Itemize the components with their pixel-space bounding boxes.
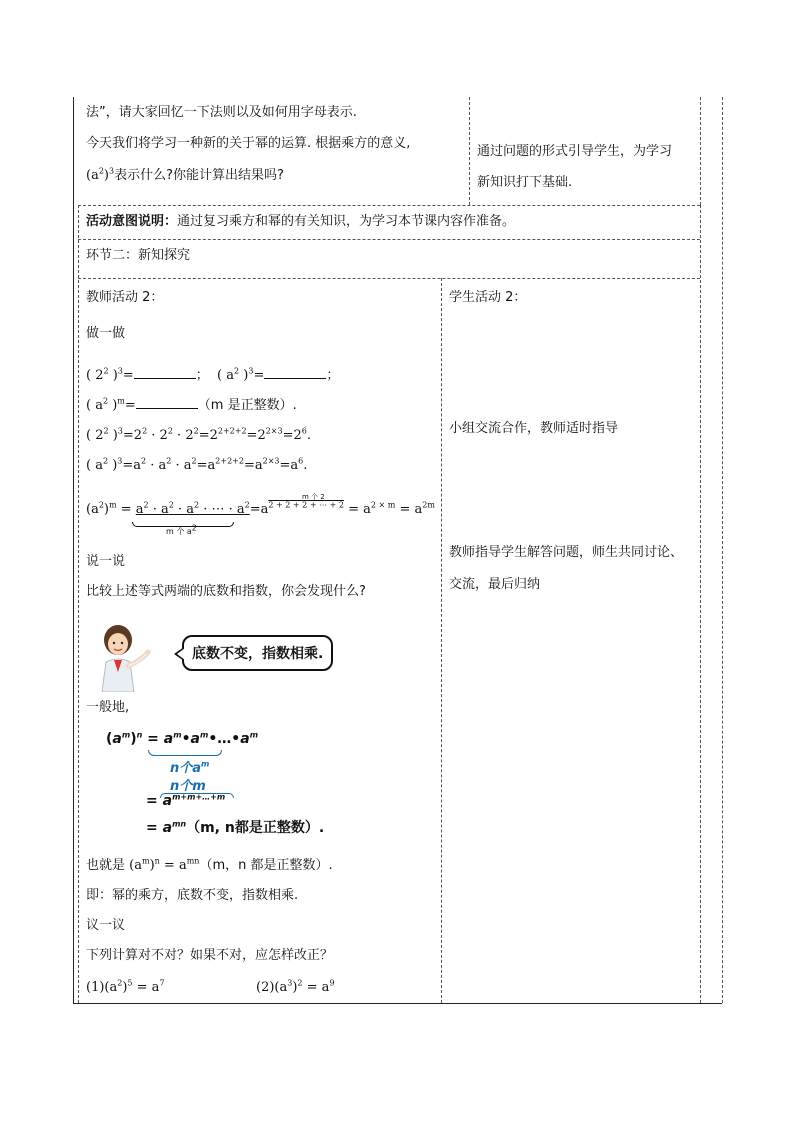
discuss-label: 议一议 [86, 918, 126, 933]
rule-formula-line1: $(a^m)^n$ = $a^m•a^m•\dots•a^m$ [106, 730, 259, 747]
section-title: 环节二：新知探究 [86, 248, 191, 263]
purpose-label: 活动意图说明： [86, 214, 178, 229]
speech-bubble: 底数不变，指数相乘. [182, 635, 333, 671]
question-2: $(2)(a^3)^2 = a^9$ [256, 978, 335, 995]
rule-underbrace [148, 750, 222, 756]
row-line-1 [78, 205, 700, 206]
intro-line-2: 今天我们将学习一种新的关于幂的运算. 根据乘方的意义, [86, 136, 411, 151]
underbrace-label: m 个 $a^2$ [166, 523, 197, 536]
general-label: 一般地, [86, 700, 130, 715]
intro-line-1: 法”，请大家回忆一下法则以及如何用字母表示. [86, 105, 357, 120]
table-bottom-border [73, 1003, 722, 1004]
purpose-row [86, 212, 515, 232]
student-activity-2-line2: 交流，最后归纳 [449, 577, 541, 592]
discuss-question: 下列计算对不对？如果不对，应怎样改正？ [86, 948, 334, 963]
inner-left-border [78, 205, 79, 1003]
rule-formula-line2: = $a^{m+m+\dots+m}$ [146, 792, 226, 809]
intro-line-3: $(a^2)^3$表示什么?你能计算出结果吗? [86, 166, 284, 183]
student-activity-2-line1: 教师指导学生解答问题，师生共同讨论、 [449, 545, 684, 560]
expansion-general: $(a^2)^m = a^2 \cdot a^2 \cdot a^2$ · ⋯ · $a^2=a^{2 + 2 + 2 + \cdots + 2} = a^{2 \times m} = a^{2m}$ [86, 500, 435, 517]
expansion-1: ( $2^2$ )$^3=2^2 \cdot 2^2 \cdot 2^2=2^{2+2+2}=2^{2\times 3}=2^6$. [86, 426, 312, 443]
intro-right-line-2: 新知识打下基础. [477, 175, 573, 190]
top-row-inner-right [700, 97, 701, 205]
that-is-line: 也就是 $(a^m)^n = a^{mn}(m$，n 都是正整数）. [86, 856, 333, 873]
table-left-border [73, 97, 74, 1003]
activity-column-divider [441, 278, 442, 1003]
sayit-label: 说一说 [86, 554, 126, 569]
rule-statement: 即：幂的乘方，底数不变，指数相乘. [86, 888, 299, 903]
exercise-2: ( $a^2$ )$^m$= （m 是正整数）. [86, 396, 297, 413]
purpose-text: 通过复习乘方和幂的有关知识，为学习本节课内容作准备。 [177, 214, 516, 229]
student-activity-1: 小组交流合作，教师适时指导 [449, 421, 619, 436]
exercise-1: ( $2^2$ )$^3$= ； ( $a^2$ )$^3$= ； [86, 366, 340, 383]
doit-label: 做一做 [86, 326, 126, 341]
table-right-border [722, 97, 723, 1003]
rule-formula-line3: = $a^{mn}(m$, n都是正整数）. [146, 819, 325, 836]
teacher-heading: 教师活动 2： [86, 290, 164, 305]
rule-n-ge-m: n个m [170, 779, 206, 794]
compare-question: 比较上述等式两端的底数和指数，你会发现什么? [86, 584, 366, 599]
row-line-2 [78, 239, 700, 240]
question-1: $(1)(a^2)^5 = a^7$ [86, 978, 165, 995]
student-heading: 学生活动 2： [449, 290, 527, 305]
overbrace-label: m 个 2 [302, 493, 325, 501]
row-line-3 [78, 278, 700, 279]
teacher-illustration [88, 620, 158, 692]
top-row-divider [469, 97, 470, 205]
rule-n-ge-am: n个$a^m$ [170, 759, 210, 776]
expansion-2: ( $a^2$ )$^3=a^2 \cdot a^2 \cdot a^2=a^{2+2+2}=a^{2\times 3}=a^6$. [86, 456, 308, 473]
intro-right-line-1: 通过问题的形式引导学生，为学习 [477, 144, 673, 159]
inner-right-border [700, 205, 701, 1003]
